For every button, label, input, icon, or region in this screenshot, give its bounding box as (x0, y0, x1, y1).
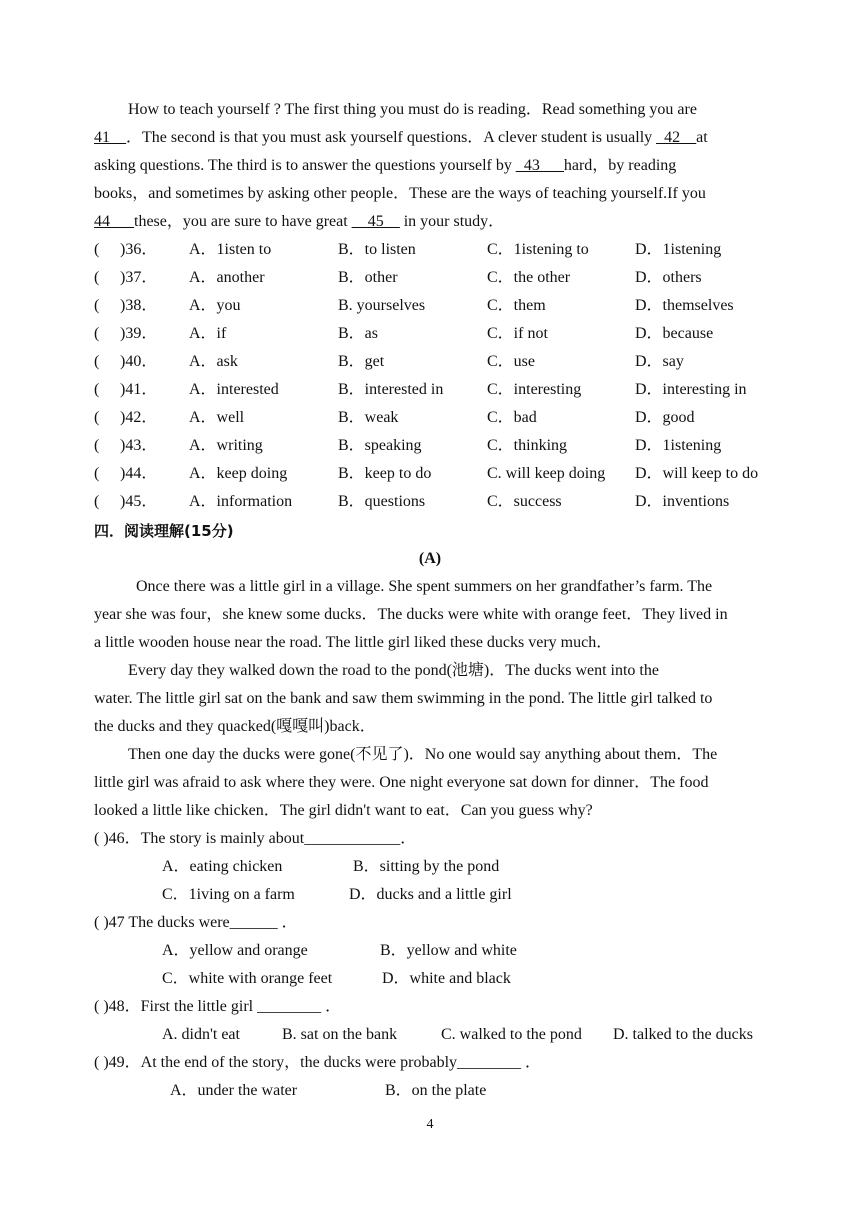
option-a: A．ask (189, 353, 238, 370)
passage-line: the ducks and they quacked(嘎嘎叫)back． (94, 718, 376, 735)
blank-42: _42__ (656, 129, 697, 146)
page-number: 4 (426, 1117, 434, 1132)
question-46-options-1 (162, 853, 782, 881)
passage-line: little girl was afraid to ask where they were. One night everyone sat down for dinner．The food (94, 774, 709, 791)
option-c: C．use (487, 353, 536, 370)
passage-line: water. The little girl sat on the bank and saw them swimming in the pond. The little girl talked to (94, 690, 713, 707)
cloze-line-3: asking questions. The third is to answer the questions yourself by _43___hard，by reading (94, 157, 677, 174)
option-a: A．yellow and orange (162, 942, 308, 959)
option-c: C．interesting (487, 381, 582, 398)
passage-line: year she was four，she knew some ducks．The ducks were white with orange feet．They lived in (94, 606, 728, 623)
option-a: A．eating chicken (162, 858, 283, 875)
blank-41: 41__ (94, 129, 126, 146)
option-d: D．say (635, 353, 684, 370)
option-a: A．1isten to (189, 241, 272, 258)
option-d: D．interesting in (635, 381, 747, 398)
passage-title: (A) (418, 550, 442, 567)
passage-line: looked a little like chicken．The girl didn't want to eat．Can you guess why? (94, 802, 593, 819)
option-c: C．1iving on a farm (162, 886, 295, 903)
option-a: A．keep doing (189, 465, 288, 482)
option-c: C．the other (487, 269, 571, 286)
option-d: D．good (635, 409, 695, 426)
option-d: D．others (635, 269, 702, 286)
option-a: A．well (189, 409, 245, 426)
question-row-42: ( )42． A．well B．weak C．bad D．good (94, 404, 784, 432)
option-d: D．inventions (635, 493, 730, 510)
option-b: B．keep to do (338, 465, 432, 482)
option-b: B．questions (338, 493, 426, 510)
question-48: ( )48．First the little girl ________ ． (94, 998, 342, 1015)
option-c: C．white with orange feet (162, 970, 333, 987)
passage-line: Then one day the ducks were gone(不见了)．No one would say anything about them．The (128, 746, 718, 763)
question-row-45: ( )45． A．information B．questions C．success D．inventions (94, 488, 784, 516)
blank-45: __45__ (351, 213, 400, 230)
question-46: ( )46．The story is mainly about____________． (94, 830, 417, 847)
option-b: B．yellow and white (380, 942, 517, 959)
question-49: ( )49．At the end of the story，the ducks were probably________ ． (94, 1054, 542, 1071)
option-a: A．writing (189, 437, 263, 454)
option-c: C. will keep doing (487, 465, 606, 482)
option-d: D. talked to the ducks (613, 1026, 753, 1043)
question-47-options-2 (162, 965, 782, 993)
option-a: A. didn't eat (162, 1026, 240, 1043)
question-row-36: ( )36． A．1isten to B．to listen C．1istening to D．1istening (94, 236, 784, 264)
option-c: C. walked to the pond (441, 1026, 582, 1043)
passage-line: a little wooden house near the road. The little girl liked these ducks very much． (94, 634, 613, 651)
option-b: B．weak (338, 409, 399, 426)
option-d: D．white and black (382, 970, 511, 987)
option-a: A．if (189, 325, 227, 342)
question-46-options-2 (162, 881, 782, 909)
question-47-options-1 (162, 937, 782, 965)
option-c: C．thinking (487, 437, 568, 454)
question-47: ( )47 The ducks were______ ． (94, 914, 298, 931)
question-49-options (170, 1077, 770, 1105)
question-row-41: ( )41． A．interested B．interested in C．interesting D．interesting in (94, 376, 784, 404)
question-row-40: ( )40． A．ask B．get C．use D．say (94, 348, 784, 376)
cloze-line-5: 44___these，you are sure to have great __45__ in your study． (94, 213, 505, 230)
option-b: B. sat on the bank (282, 1026, 398, 1043)
option-c: C．1istening to (487, 241, 589, 258)
option-b: B．sitting by the pond (353, 858, 500, 875)
question-row-44: ( )44． A．keep doing B．keep to do C. will keep doing D．will keep to do (94, 460, 784, 488)
section-title: 四．阅读理解(15分) (94, 522, 234, 540)
option-a: A．information (189, 493, 293, 510)
question-48-options (162, 1021, 782, 1049)
question-row-43: ( )43． A．writing B．speaking C．thinking D．1istening (94, 432, 784, 460)
passage-line: Once there was a little girl in a village. She spent summers on her grandfather’s farm. The (136, 578, 713, 595)
cloze-line-2: 41__．The second is that you must ask yourself questions．A clever student is usually _42__at (94, 129, 708, 146)
cloze-line-4: books，and sometimes by asking other people．These are the ways of teaching yourself.If you (94, 185, 706, 202)
option-c: C．them (487, 297, 546, 314)
option-d: D．ducks and a little girl (349, 886, 512, 903)
option-d: D．1istening (635, 437, 722, 454)
cloze-line-1: How to teach yourself ? The first thing you must do is reading．Read something you are (128, 101, 697, 118)
option-b: B．other (338, 269, 398, 286)
question-row-37: ( )37． A．another B．other C．the other D．others (94, 264, 784, 292)
question-row-38: ( )38． A．you B. yourselves C．them D．themselves (94, 292, 784, 320)
option-a: A．interested (189, 381, 279, 398)
option-b: B．as (338, 325, 379, 342)
option-b: B．speaking (338, 437, 422, 454)
option-d: D．because (635, 325, 714, 342)
passage-line: Every day they walked down the road to the pond(池塘)．The ducks went into the (128, 662, 659, 679)
option-b: B．to listen (338, 241, 416, 258)
blank-43: _43___ (515, 157, 564, 174)
option-d: D．will keep to do (635, 465, 759, 482)
option-b: B．interested in (338, 381, 444, 398)
option-a: A．under the water (170, 1082, 298, 1099)
option-b: B. yourselves (338, 297, 426, 314)
option-c: C．success (487, 493, 562, 510)
option-d: D．themselves (635, 297, 734, 314)
question-row-39: ( )39． A．if B．as C．if not D．because (94, 320, 784, 348)
option-c: C．bad (487, 409, 537, 426)
cloze-passage (94, 96, 767, 236)
option-d: D．1istening (635, 241, 722, 258)
option-b: B．on the plate (385, 1082, 487, 1099)
option-a: A．you (189, 297, 241, 314)
option-c: C．if not (487, 325, 548, 342)
option-a: A．another (189, 269, 265, 286)
blank-44: 44___ (94, 213, 134, 230)
option-b: B．get (338, 353, 385, 370)
reading-passage (94, 573, 767, 825)
